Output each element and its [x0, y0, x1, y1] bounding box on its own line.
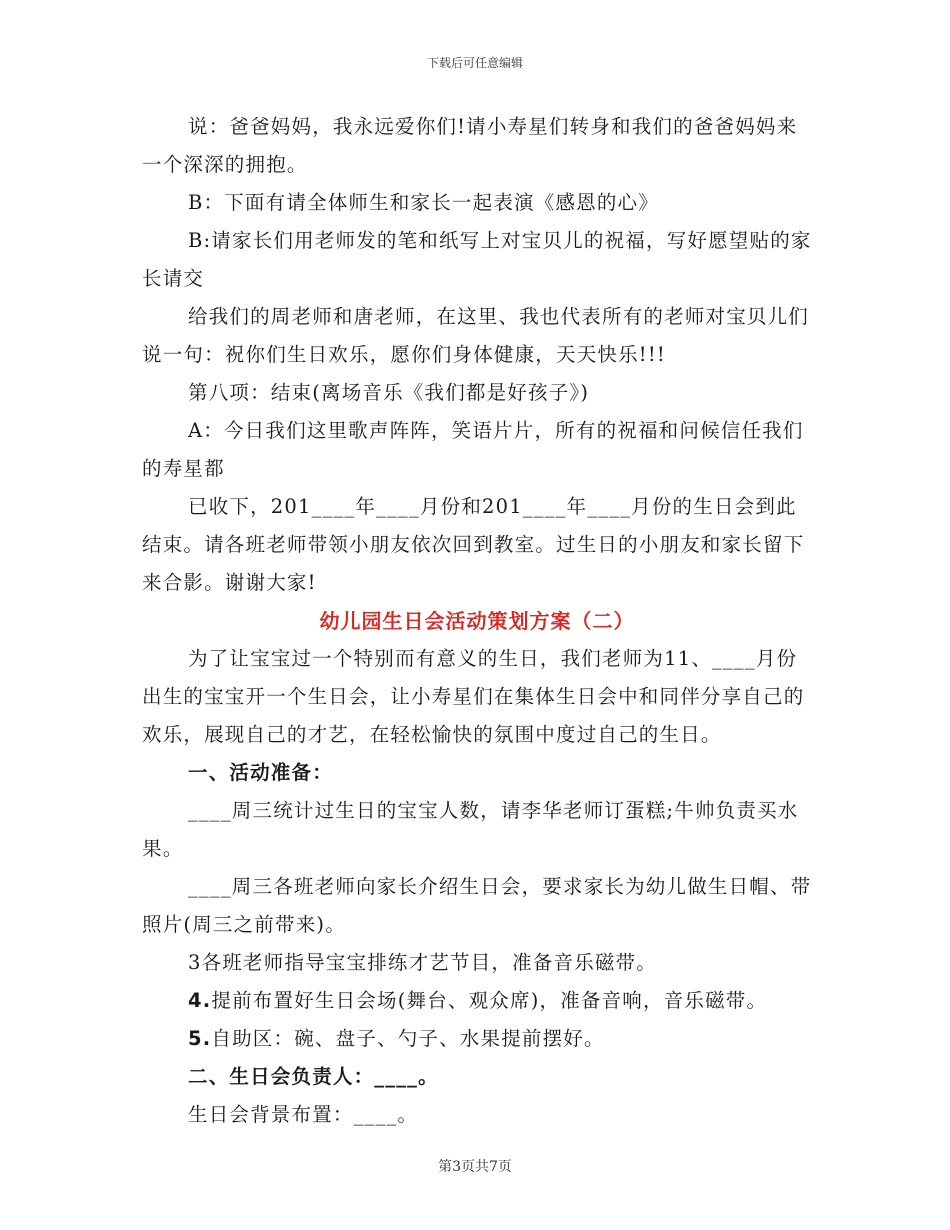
prep-item	[142, 982, 812, 1020]
prep-heading: 一、活动准备：	[188, 761, 333, 784]
prep-item	[142, 1020, 812, 1058]
owner-line: 生日会背景布置：____。	[188, 1103, 419, 1126]
paragraph: B：下面有请全体师生和家长一起表演《感恩的心》	[188, 191, 659, 214]
paragraph: 说：爸爸妈妈，我永远爱你们!请小寿星们转身和我们的爸爸妈妈来一个深深的拥抱。	[142, 115, 798, 176]
paragraph: B:请家长们用老师发的笔和纸写上对宝贝儿的祝福，写好愿望贴的家长请交	[142, 229, 812, 290]
paragraph: A：今日我们这里歌声阵阵，笑语片片，所有的祝福和问候信任我们的寿星都	[142, 419, 804, 480]
document-body	[142, 108, 812, 1134]
intro-paragraph: 为了让宝宝过一个特别而有意义的生日，我们老师为11、____月份出生的宝宝开一个生日会，让小寿星们在集体生日会中和同伴分享自己的欢乐，展现自己的才艺，在轻松愉快的氛围中度过自己的生日。	[142, 647, 805, 746]
owner-heading: 二、生日会负责人：____。	[188, 1065, 439, 1088]
paragraph: 给我们的周老师和唐老师，在这里、我也代表所有的老师对宝贝儿们说一句：祝你们生日欢乐，愿你们身体健康，天天快乐!!!	[142, 305, 810, 366]
prep-item-text: 提前布置好生日会场(舞台、观众席)，准备音响，音乐磁带。	[211, 989, 768, 1012]
paragraph: 第八项：结束(离场音乐《我们都是好孩子》)	[188, 381, 590, 404]
prep-item-number: 5.	[188, 1027, 212, 1050]
prep-item: ____周三统计过生日的宝宝人数，请李华老师订蛋糕;牛帅负责买水果。	[142, 799, 799, 860]
paragraph: 已收下，201____年____月份和201____年____月份的生日会到此结束。请各班老师带领小朋友依次回到教室。过生日的小朋友和家长留下来合影。谢谢大家!	[142, 495, 805, 594]
page-header-note: 下载后可任意编辑	[426, 56, 523, 70]
prep-item-number: 4.	[188, 989, 212, 1012]
prep-item-text: 自助区：碗、盘子、勺子、水果提前摆好。	[211, 1027, 605, 1050]
prep-item: ____周三各班老师向家长介绍生日会，要求家长为幼儿做生日帽、带照片(周三之前带来)。	[142, 875, 812, 936]
prep-item: 3各班老师指导宝宝排练才艺节目，准备音乐磁带。	[188, 951, 658, 974]
section-title: 幼儿园生日会活动策划方案（二）	[319, 609, 635, 633]
page-number: 第3页共7页	[438, 1159, 512, 1175]
